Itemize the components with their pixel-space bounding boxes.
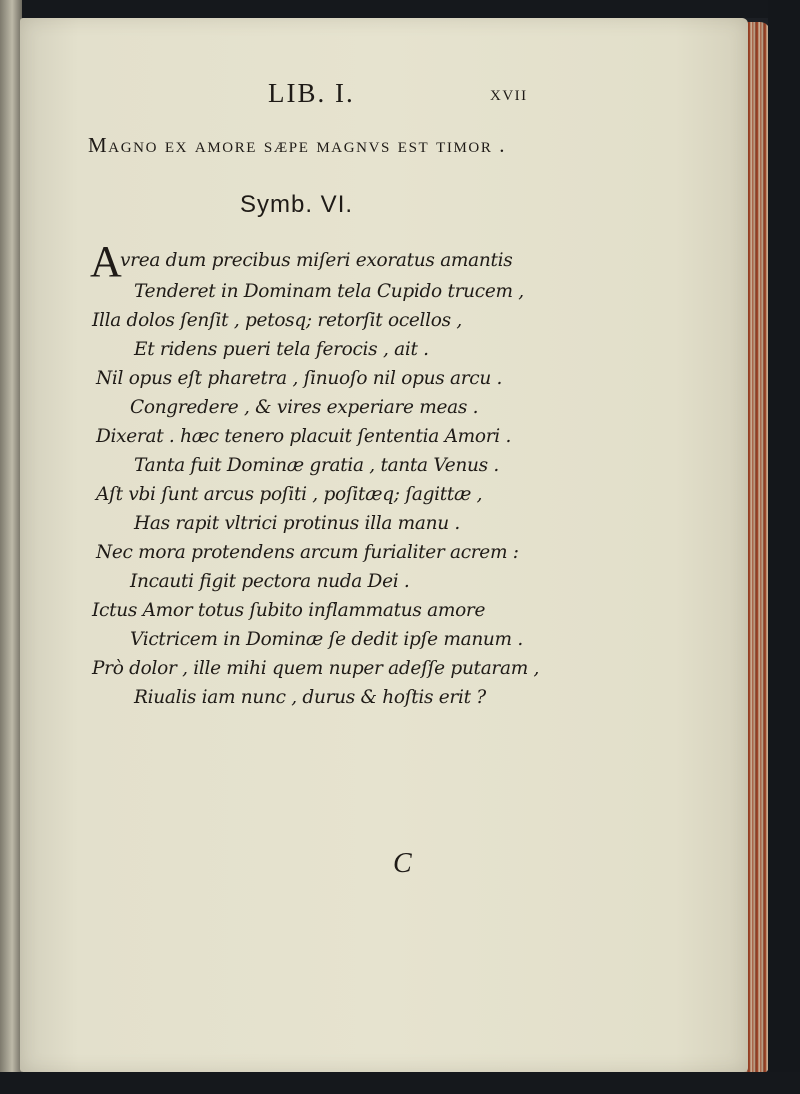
poem-line: Has rapit vltrici protinus illa manu . <box>134 513 461 534</box>
poem-line: Tenderet in Dominam tela Cupido trucem , <box>134 281 524 302</box>
poem-line: Aſt vbi ſunt arcus poſiti , poſitæq; ſagittæ , <box>96 484 483 505</box>
poem-line: Prò dolor , ille mihi quem nuper adeſſe putaram , <box>92 658 540 679</box>
poem-line: Congredere , & vires experiare meas . <box>130 397 479 418</box>
poem-line: Victricem in Dominæ ſe dedit ipſe manum . <box>130 629 523 650</box>
poem-line: Ictus Amor totus ſubito inflammatus amore <box>92 600 486 621</box>
facing-page-edge <box>0 0 22 1094</box>
poem-line: Illa dolos ſenſit , petosq; retorſit ocellos , <box>92 310 462 331</box>
signature-mark: C <box>393 848 412 879</box>
folio-number: XVII <box>490 88 528 104</box>
poem-line: Nil opus eſt pharetra , ſinuoſo nil opus arcu . <box>96 368 503 389</box>
poem-line: vrea dum precibus miſeri exoratus amantis <box>120 250 513 271</box>
scan-background-right <box>768 0 800 1094</box>
scan-background-bottom <box>0 1072 800 1094</box>
poem-line: Tanta fuit Dominæ gratia , tanta Venus . <box>134 455 499 476</box>
symbol-heading: Symb. VI. <box>240 191 354 218</box>
initial-capital: A <box>90 237 122 286</box>
scan-background-top <box>0 0 800 18</box>
poem-line: Riualis iam nunc , durus & hoſtis erit ? <box>134 687 486 708</box>
poem-line: Dixerat . hæc tenero placuit ſententia Amori . <box>96 426 512 447</box>
motto-heading: Magno ex amore sæpe magnvs est timor . <box>88 133 507 157</box>
poem-line: Incauti figit pectora nuda Dei . <box>130 571 410 592</box>
running-title: LIB. I. <box>268 78 355 108</box>
poem-line: Et ridens pueri tela ferocis , ait . <box>134 339 429 360</box>
poem-line: Nec mora protendens arcum furialiter acrem : <box>96 542 519 563</box>
